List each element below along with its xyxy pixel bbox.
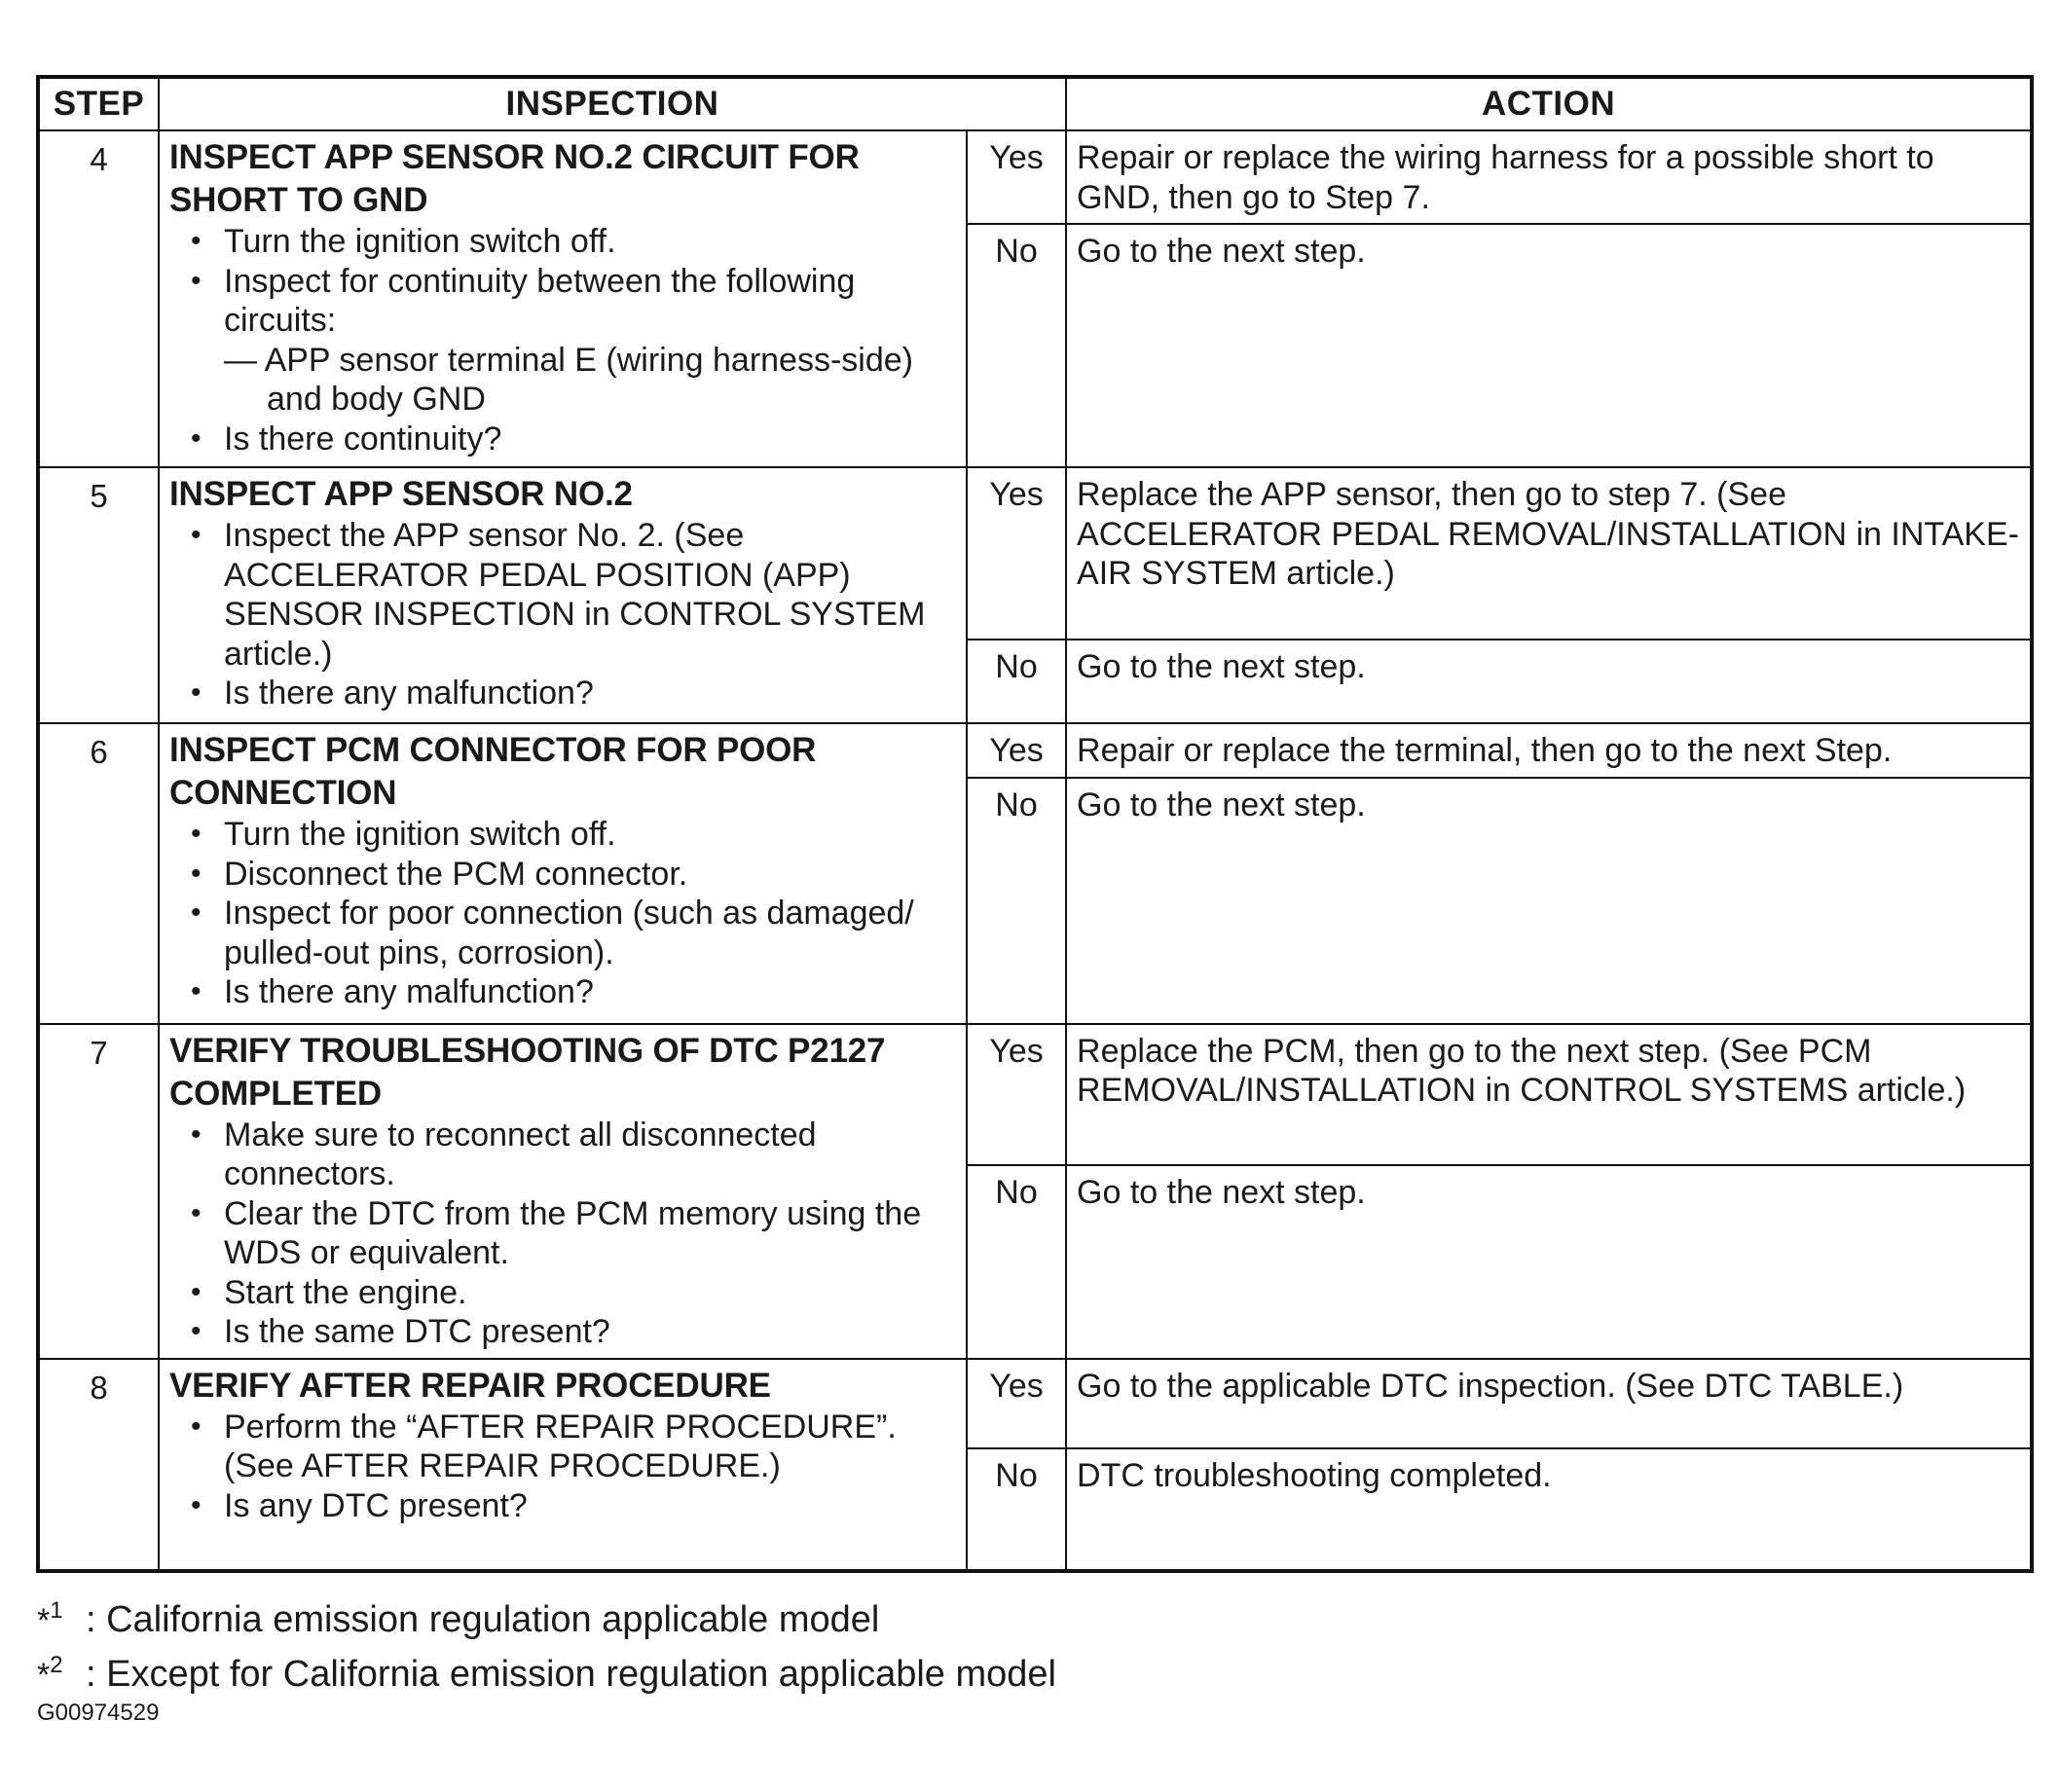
list-item: • Is there continuity? (183, 420, 958, 459)
table-row (38, 467, 2032, 640)
footnote-marker: *$^2$ (37, 1652, 63, 1694)
list-item: • Inspect for poor connection (such as damaged/ pulled-out pins, corrosion). (183, 894, 958, 972)
list-item-text: Inspect for continuity between the following circuits: (224, 262, 856, 339)
list-item: • Turn the ignition switch off. (183, 222, 958, 262)
step-number: 8 (38, 1359, 159, 1571)
sub-item: — APP sensor terminal E (wiring harness-side) and body GND (224, 341, 913, 418)
no-label: No (967, 640, 1066, 723)
inspection-cell (159, 1359, 967, 1571)
inspection-title: INSPECT PCM CONNECTOR FOR POOR CONNECTION (169, 731, 817, 812)
inspection-cell (159, 467, 967, 723)
step-number: 4 (38, 130, 159, 467)
inspection-cell (159, 1024, 967, 1359)
inspection-steps (169, 1408, 958, 1526)
no-label: No (967, 778, 1066, 1024)
yes-action: Replace the PCM, then go to the next step. (See PCM REMOVAL/INSTALLATION in CONTROL SYSTEMS article.) (1066, 1024, 2032, 1165)
inspection-cell (159, 130, 967, 467)
list-item: • Is the same DTC present? (183, 1312, 958, 1352)
yes-label: Yes (967, 1024, 1066, 1165)
list-item: • Is any DTC present? (183, 1486, 958, 1526)
footnotes (37, 1589, 1056, 1698)
list-item: • Is there any malfunction? (183, 972, 958, 1012)
list-item: • Clear the DTC from the PCM memory using the WDS or equivalent. (183, 1194, 958, 1273)
list-item: • Perform the “AFTER REPAIR PROCEDURE”. (See AFTER REPAIR PROCEDURE.) (183, 1408, 958, 1486)
step-column-header: STEP (38, 77, 159, 130)
list-item: • Inspect the APP sensor No. 2. (See ACCELERATOR PEDAL POSITION (APP) SENSOR INSPECTION in CONTROL SYSTEM article.) (183, 516, 958, 674)
table-row (38, 1024, 2032, 1165)
step-number: 6 (38, 723, 159, 1024)
footnote-text: : California emission regulation applicable model (86, 1599, 880, 1640)
inspection-steps (169, 1115, 958, 1352)
footnote-2 (37, 1643, 1056, 1698)
table-row (38, 1359, 2032, 1448)
no-action: Go to the next step. (1066, 224, 2032, 467)
document-id: G00974529 (37, 1700, 160, 1726)
yes-label: Yes (967, 723, 1066, 778)
inspection-steps (169, 516, 958, 713)
no-label: No (967, 1448, 1066, 1571)
inspection-column-header: INSPECTION (159, 77, 1066, 130)
inspection-title: VERIFY TROUBLESHOOTING OF DTC P2127 COMPLETED (169, 1031, 886, 1113)
action-column-header: ACTION (1066, 77, 2032, 130)
list-item: • Turn the ignition switch off. (183, 815, 958, 855)
footnote-marker: *$^1$ (37, 1597, 63, 1639)
inspection-title: INSPECT APP SENSOR NO.2 CIRCUIT FOR SHORT TO GND (169, 138, 860, 219)
yes-action: Repair or replace the terminal, then go to the next Step. (1066, 723, 2032, 778)
footnote-text: : Except for California emission regulation applicable model (86, 1654, 1056, 1695)
inspection-steps (169, 222, 958, 458)
inspection-title: VERIFY AFTER REPAIR PROCEDURE (169, 1366, 771, 1405)
inspection-cell (159, 723, 967, 1024)
no-action: Go to the next step. (1066, 1165, 2032, 1359)
list-item: • Disconnect the PCM connector. (183, 855, 958, 895)
yes-label: Yes (967, 467, 1066, 640)
table-row (38, 723, 2032, 778)
no-label: No (967, 1165, 1066, 1359)
footnote-1 (37, 1589, 1056, 1643)
yes-action: Go to the applicable DTC inspection. (See DTC TABLE.) (1066, 1359, 2032, 1448)
yes-label: Yes (967, 1359, 1066, 1448)
list-item: • Make sure to reconnect all disconnected connectors. (183, 1115, 958, 1194)
list-item: • Start the engine. (183, 1273, 958, 1313)
list-item: • Is there any malfunction? (183, 674, 958, 713)
table-row (38, 130, 2032, 224)
inspection-steps (169, 815, 958, 1012)
step-number: 5 (38, 467, 159, 723)
no-action: Go to the next step. (1066, 778, 2032, 1024)
table-header-row (38, 77, 2032, 130)
no-action: Go to the next step. (1066, 640, 2032, 723)
yes-action: Replace the APP sensor, then go to step 7. (See ACCELERATOR PEDAL REMOVAL/INSTALLATION in INTAKE-AIR SYSTEM article.) (1066, 467, 2032, 640)
list-item (183, 262, 958, 420)
yes-action: Repair or replace the wiring harness for a possible short to GND, then go to Step 7. (1066, 130, 2032, 224)
diagnostic-procedure-table (36, 75, 2034, 1573)
inspection-title: INSPECT APP SENSOR NO.2 (169, 475, 633, 513)
yes-label: Yes (967, 130, 1066, 224)
step-number: 7 (38, 1024, 159, 1359)
no-action: DTC troubleshooting completed. (1066, 1448, 2032, 1571)
no-label: No (967, 224, 1066, 467)
